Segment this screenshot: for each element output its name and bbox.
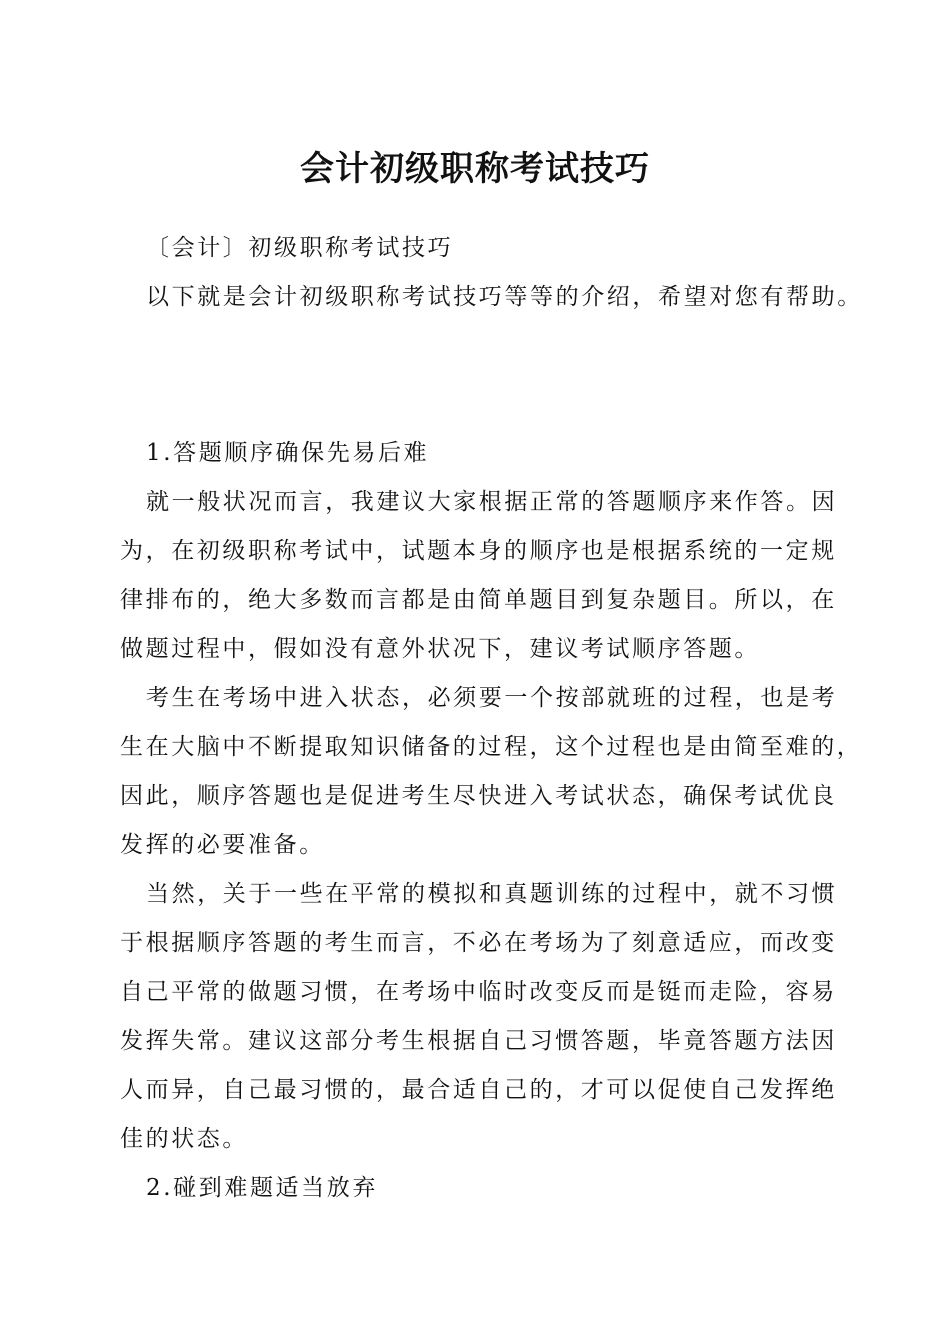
paragraph-line: 当然，关于一些在平常的模拟和真题训练的过程中，就不习惯 — [146, 881, 838, 907]
paragraph-line: 生在大脑中不断提取知识储备的过程，这个过程也是由简至难的， — [120, 734, 863, 760]
section-heading: 1.答题顺序确保先易后难 — [146, 440, 430, 466]
paragraph-line: 发挥的必要准备。 — [120, 832, 325, 858]
paragraph-line: 因此，顺序答题也是促进考生尽快进入考试状态，确保考试优良 — [120, 783, 837, 809]
body-paragraph — [120, 674, 863, 870]
document-body — [120, 224, 863, 1213]
paragraph-line: 人而异，自己最习惯的，最合适自己的，才可以促使自己发挥绝 — [120, 1077, 837, 1103]
spacer — [120, 322, 842, 429]
document-title: 会计初级职称考试技巧 — [300, 149, 650, 189]
section-heading: 2.碰到难题适当放弃 — [146, 1175, 378, 1201]
paragraph-line: 做题过程中，假如没有意外状况下，建议考试顺序答题。 — [120, 636, 760, 662]
paragraph-line: 就一般状况而言，我建议大家根据正常的答题顺序来作答。因 — [146, 489, 838, 515]
paragraph-line: 发挥失常。建议这部分考生根据自己习惯答题，毕竟答题方法因 — [120, 1028, 837, 1054]
paragraph-line: 考生在考场中进入状态，必须要一个按部就班的过程，也是考 — [146, 685, 838, 711]
document-subtitle: 〔会计〕初级职称考试技巧 — [146, 235, 454, 261]
paragraph-line: 为，在初级职称考试中，试题本身的顺序也是根据系统的一定规 — [120, 538, 837, 564]
body-paragraph — [120, 478, 842, 674]
intro-paragraph: 以下就是会计初级职称考试技巧等等的介绍，希望对您有帮助。 — [146, 284, 863, 310]
paragraph-line: 佳的状态。 — [120, 1126, 248, 1152]
paragraph-line: 于根据顺序答题的考生而言，不必在考场为了刻意适应，而改变 — [120, 930, 837, 956]
paragraph-line: 自己平常的做题习惯，在考场中临时改变反而是铤而走险，容易 — [120, 979, 837, 1005]
paragraph-line: 律排布的，绝大多数而言都是由简单题目到复杂题目。所以，在 — [120, 587, 837, 613]
body-paragraph — [120, 870, 842, 1164]
